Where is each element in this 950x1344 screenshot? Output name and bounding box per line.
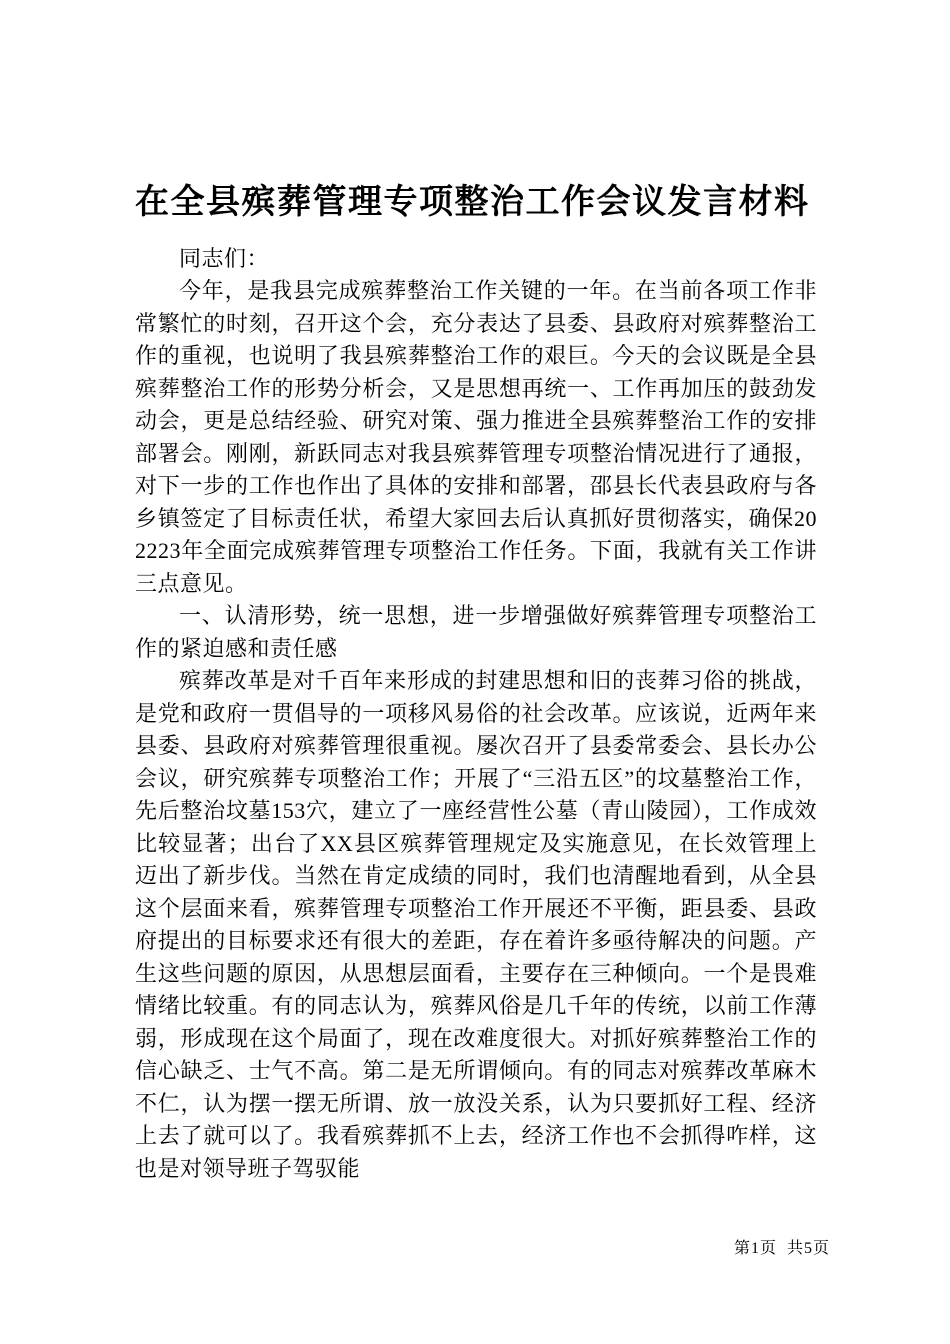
paragraph-section-heading: 一、认清形势，统一思想，进一步增强做好殡葬管理专项整治工作的紧迫感和责任感 — [135, 603, 817, 661]
document-body — [135, 243, 817, 1186]
paragraph-section-body: 殡葬改革是对千百年来形成的封建思想和旧的丧葬习俗的挑战，是党和政府一贯倡导的一项移风易俗的社会改革。应该说，近两年来县委、县政府对殡葬管理很重视。屡次召开了县委常委会、县长办公会议，研究殡葬专项整治工作；开展了“三沿五区”的坟墓整治工作，先后整治坟墓153穴，建立了一座经营性公墓（青山陵园），工作成效比较显著；出台了XX县区殡葬管理规定及实施意见，在长效管理上迈出了新步伐。当然在肯定成绩的同时，我们也清醒地看到，从全县这个层面来看，殡葬管理专项整治工作开展还不平衡，距县委、县政府提出的目标要求还有很大的差距，存在着许多亟待解决的问题。产生这些问题的原因，从思想层面看，主要存在三种倾向。一个是畏难情绪比较重。有的同志认为，殡葬风俗是几千年的传统，以前工作薄弱，形成现在这个局面了，现在改难度很大。对抓好殡葬整治工作的信心缺乏、士气不高。第二是无所谓倾向。有的同志对殡葬改革麻木不仁，认为摆一摆无所谓、放一放没关系，认为只要抓好工程、经济上去了就可以了。我看殡葬抓不上去，经济工作也不会抓得咋样，这也是对领导班子驾驭能 — [135, 668, 817, 1181]
page-total-label: 共5页 — [786, 1240, 830, 1257]
document-title: 在全县殡葬管理专项整治工作会议发言材料 — [135, 184, 810, 221]
paragraph-intro: 今年，是我县完成殡葬整治工作关键的一年。在当前各项工作非常繁忙的时刻，召开这个会，充分表达了县委、县政府对殡葬整治工作的重视，也说明了我县殡葬整治工作的艰巨。今天的会议既是全县殡葬整治工作的形势分析会，又是思想再统一、工作再加压的鼓劲发动会，更是总结经验、研究对策、强力推进全县殡葬整治工作的安排部署会。刚刚，新跃同志对我县殡葬管理专项整治情况进行了通报，对下一步的工作也作出了具体的安排和部署，邵县长代表县政府与各乡镇签定了目标责任状，希望大家回去后认真抓好贯彻落实，确保202223年全面完成殡葬管理专项整治工作任务。下面，我就有关工作讲三点意见。 — [135, 278, 817, 596]
paragraph-salutation: 同志们： — [179, 245, 270, 271]
page-footer — [734, 1235, 830, 1258]
page-number-label: 第1页 — [733, 1240, 777, 1257]
